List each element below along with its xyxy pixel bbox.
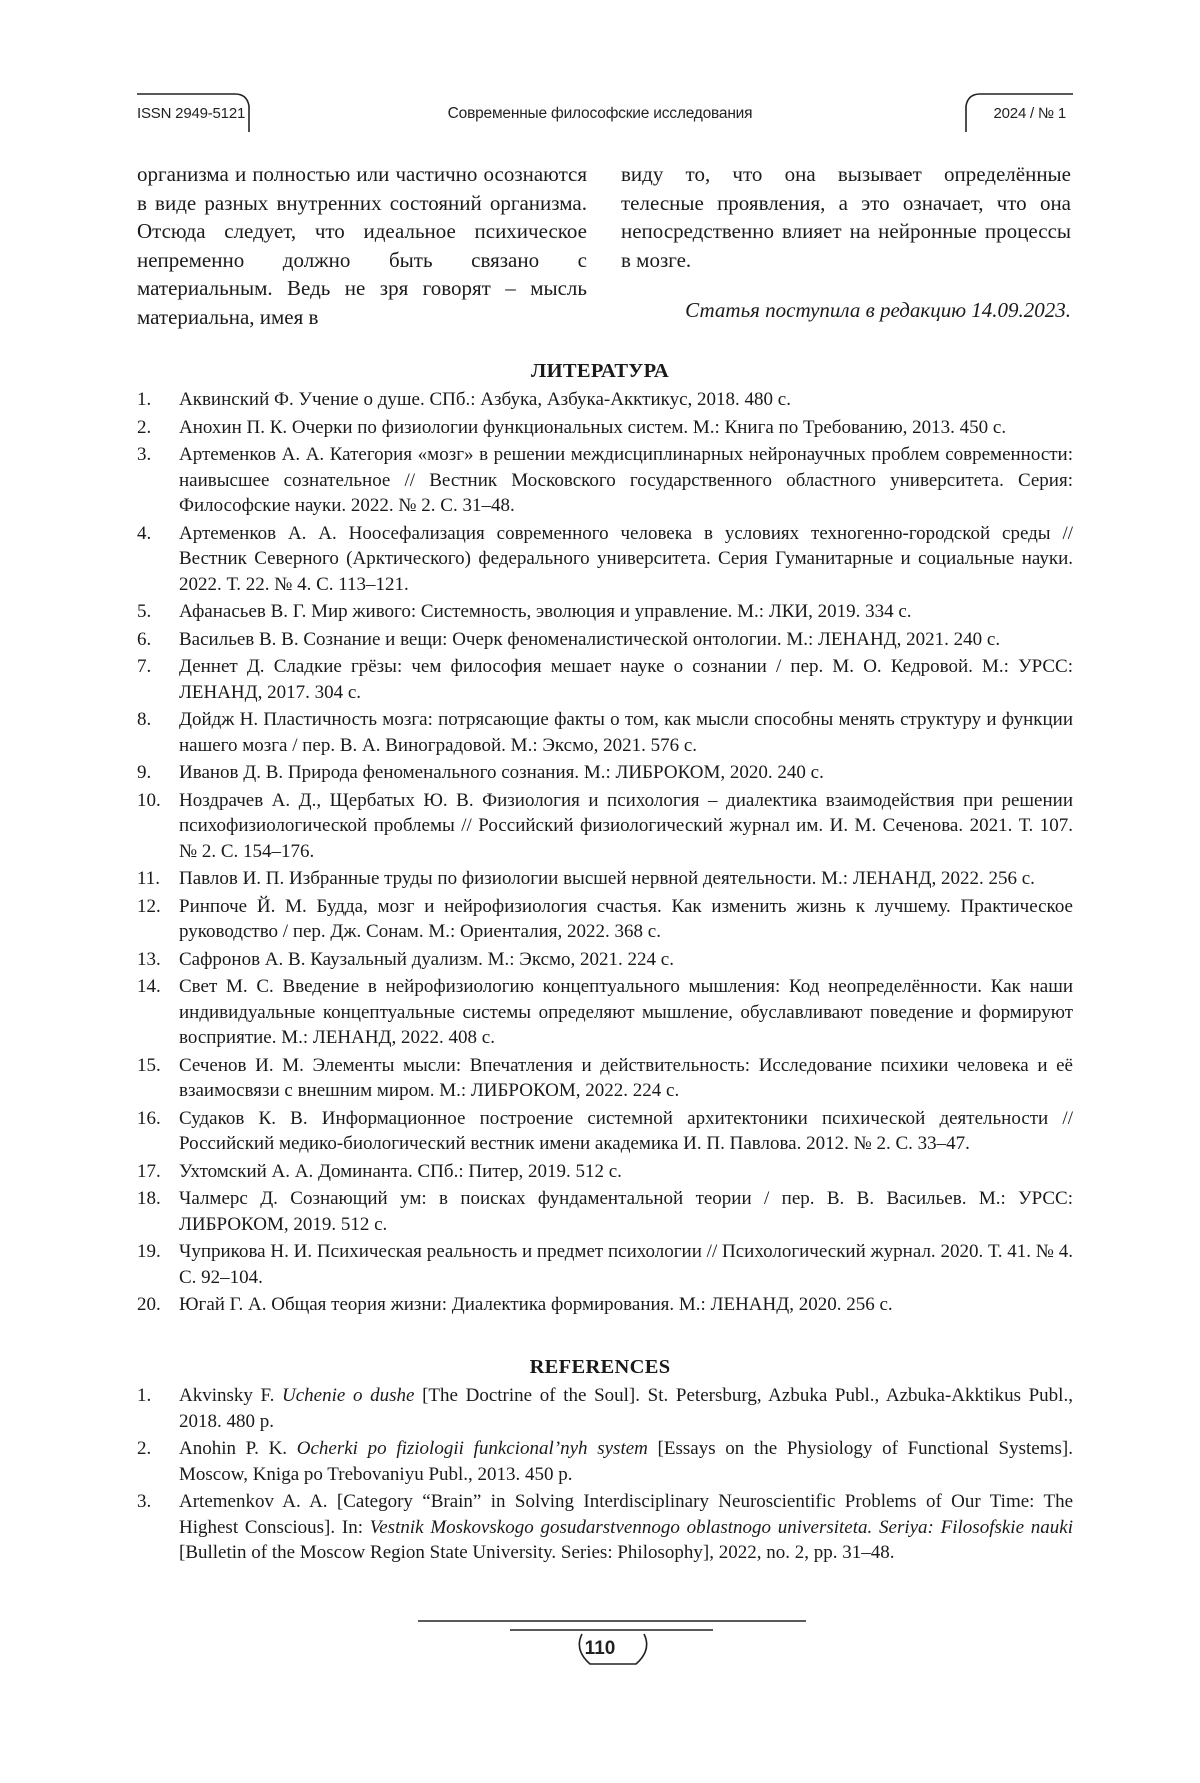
- bibliography-entry: [137, 599, 1073, 625]
- entry-number: 6.: [137, 628, 152, 650]
- entry-text: Артеменков А. А. Ноосефализация современного человека в условиях техногенно-городской среды // Вестник Северного (Арктического) федерального университета. Серия Гуманитарные и социальные науки. 2022. Т. 22. № 4. С. 113–121.: [179, 522, 1073, 595]
- entry-number: 19.: [137, 1241, 161, 1262]
- footer-ornament: [0, 1620, 1200, 1700]
- body-text: [137, 160, 1073, 336]
- entry-number: 4.: [137, 522, 152, 544]
- entry-number: 3.: [137, 444, 152, 465]
- body-column-right: [621, 160, 1071, 325]
- bibliography-entry: [137, 627, 1073, 653]
- bibliography-entry: [137, 974, 1073, 1051]
- bibliography-entry: [137, 1239, 1073, 1290]
- entry-number: 20.: [137, 1294, 161, 1315]
- entry-text: Чалмерс Д. Сознающий ум: в поисках фундаментальной теории / пер. В. В. Васильев. М.: УРСС: ЛИБРОКОМ, 2019. 512 с.: [179, 1188, 1073, 1235]
- entry-text: Югай Г. А. Общая теория жизни: Диалектика формирования. М.: ЛЕНАНД, 2020. 256 с.: [179, 1294, 893, 1315]
- entry-number: 16.: [137, 1107, 161, 1129]
- bibliography-entry: [137, 1053, 1073, 1104]
- bibliography-entry: [137, 947, 1073, 973]
- entry-text: Анохин П. К. Очерки по физиологии функциональных систем. М.: Книга по Требованию, 2013. 450 с.: [179, 416, 1007, 438]
- entry-text: Аквинский Ф. Учение о душе. СПб.: Азбука, Азбука-Акктикус, 2018. 480 с.: [179, 389, 791, 410]
- entry-text: Artemenkov A. A. [Category “Brain” in Solving Interdisciplinary Neuroscientific Problems of Our Time: The Highest Conscious]. In:: [179, 1491, 1073, 1538]
- paragraph: виду то, что она вызывает определённые телесные проявления, а это означает, что она непосредственно влияет на нейронные процессы в мозге.: [621, 162, 1071, 272]
- entry-italic-title: Vestnik Moskovskogo gosudarstvennogo oblastnogo universiteta. Seriya: Filosofskie nauki: [369, 1516, 1073, 1538]
- literature-heading: ЛИТЕРАТУРА: [531, 360, 669, 382]
- entry-text: Афанасьев В. Г. Мир живого: Системность, эволюция и управление. М.: ЛКИ, 2019. 334 с.: [179, 601, 912, 622]
- entry-number: 8.: [137, 709, 152, 730]
- bibliography-entry: [137, 1106, 1073, 1157]
- entry-number: 5.: [137, 601, 152, 622]
- entry-italic-title: Uchenie o dushe: [282, 1385, 415, 1406]
- entry-text: [Essays on the Physiology of Functional Systems]. Moscow, Kniga po Trebovaniyu Publ., 2013. 450 p.: [179, 1438, 1073, 1485]
- references-heading: REFERENCES: [529, 1356, 671, 1378]
- bibliography-entry: [137, 1186, 1073, 1237]
- journal-title: Современные философские исследования: [447, 105, 753, 122]
- bibliography-entry: [137, 521, 1073, 598]
- reference-entry: [137, 1436, 1073, 1487]
- entry-number: 1.: [137, 389, 152, 410]
- entry-text: Павлов И. П. Избранные труды по физиологии высшей нервной деятельности. М.: ЛЕНАНД, 2022. 256 с.: [179, 868, 1035, 889]
- entry-text: Чуприкова Н. И. Психическая реальность и предмет психологии // Психологический журнал. 2020. Т. 41. № 4. С. 92–104.: [179, 1241, 1073, 1288]
- entry-text: Ноздрачев А. Д., Щербатых Ю. В. Физиология и психология – диалектика взаимодействия при решении психофизиологической проблемы // Российский физиологический журнал им. И. М. Сеченова. 2021. Т. 107. № 2. С. 154–176.: [179, 789, 1073, 862]
- entry-number: 11.: [137, 868, 161, 889]
- paragraph: организма и полностью или частично осознаются в виде разных внутренних состояний организма. Отсюда следует, что идеальное психическое непременно должно быть связано с материальным. Ведь не зря говорят – мысль материальна, имея в: [137, 162, 587, 329]
- bibliography-entry: [137, 654, 1073, 705]
- bibliography-entry: [137, 894, 1073, 945]
- entry-text: Akvinsky F.: [179, 1385, 282, 1406]
- entry-italic-title: Ocherki po fiziologii funkcional’nyh system: [296, 1438, 648, 1459]
- entry-text: Anohin P. K.: [179, 1438, 297, 1459]
- running-header: [0, 0, 1200, 150]
- entry-number: 2.: [137, 1438, 152, 1459]
- issn: ISSN 2949-5121: [137, 105, 246, 122]
- entry-text: Судаков К. В. Информационное построение системной архитектоники психической деятельности // Российский медико-биологический вестник имени академика И. П. Павлова. 2012. № 2. С. 33–47.: [179, 1107, 1073, 1154]
- bibliography-entry: [137, 1292, 1073, 1318]
- references-list: [137, 1383, 1073, 1568]
- entry-text: Васильев В. В. Сознание и вещи: Очерк феноменалистической онтологии. М.: ЛЕНАНД, 2021. 240 с.: [179, 628, 1001, 650]
- bibliography-entry: [137, 707, 1073, 758]
- header-frame: [0, 0, 1200, 150]
- entry-text: Сеченов И. М. Элементы мысли: Впечатления и действительность: Исследование психики человека и её взаимосвязи с внешним миром. М.: ЛИБРОКОМ, 2022. 224 с.: [179, 1054, 1073, 1101]
- bibliography-entry: [137, 866, 1073, 892]
- entry-text: Дойдж Н. Пластичность мозга: потрясающие факты о том, как мысли способны менять структуру и функции нашего мозга / пер. В. А. Виноградовой. М.: Эксмо, 2021. 576 с.: [179, 709, 1073, 756]
- body-column-left: [137, 160, 587, 331]
- entry-number: 12.: [137, 895, 161, 917]
- page-number: 110: [584, 1638, 616, 1659]
- entry-number: 18.: [137, 1188, 161, 1209]
- entry-text: Сафронов А. В. Каузальный дуализм. М.: Эксмо, 2021. 224 с.: [179, 948, 674, 970]
- bibliography-entry: [137, 442, 1073, 519]
- entry-text: Артеменков А. А. Категория «мозг» в решении междисциплинарных нейронаучных проблем современности: наивысшее сознательное // Вестник Московского государственного областного университета. Серия: Философские науки. 2022. № 2. С. 31–48.: [179, 444, 1073, 516]
- bibliography-entry: [137, 415, 1073, 441]
- bibliography-entry: [137, 387, 1073, 413]
- entry-number: 13.: [137, 948, 161, 970]
- entry-number: 14.: [137, 976, 161, 997]
- entry-text: [Bulletin of the Moscow Region State University. Series: Philosophy], 2022, no. 2, pp. 31–48.: [179, 1542, 895, 1563]
- entry-text: [The Doctrine of the Soul]. St. Petersburg, Azbuka Publ., Azbuka-Akktikus Publ., 2018. 480 p.: [179, 1385, 1073, 1432]
- entry-text: Ухтомский А. А. Доминанта. СПб.: Питер, 2019. 512 с.: [179, 1160, 622, 1182]
- received-date-note: Статья поступила в редакцию 14.09.2023.: [685, 298, 1071, 322]
- bibliography-entry: [137, 1159, 1073, 1185]
- entry-number: 10.: [137, 789, 161, 811]
- entry-number: 17.: [137, 1160, 161, 1182]
- entry-text: Свет М. С. Введение в нейрофизиологию концептуального мышления: Код неопределённости. Как наши индивидуальные концептуальные системы определяют мышление, обуславливают поведение и формируют восприятие. М.: ЛЕНАНД, 2022. 408 с.: [179, 976, 1073, 1048]
- bibliography-entry: [137, 760, 1073, 786]
- entry-text: Иванов Д. В. Природа феноменального сознания. М.: ЛИБРОКОМ, 2020. 240 с.: [179, 762, 824, 783]
- entry-number: 9.: [137, 762, 152, 783]
- reference-entry: [137, 1489, 1073, 1566]
- entry-number: 3.: [137, 1491, 152, 1512]
- bibliography-entry: [137, 788, 1073, 865]
- entry-number: 15.: [137, 1054, 161, 1076]
- entry-text: Деннет Д. Сладкие грёзы: чем философия мешает науке о сознании / пер. М. О. Кедровой. М.: УРСС: ЛЕНАНД, 2017. 304 с.: [179, 656, 1073, 703]
- literature-list: [137, 387, 1073, 1320]
- entry-text: Ринпоче Й. М. Будда, мозг и нейрофизиология счастья. Как изменить жизнь к лучшему. Практическое руководство / пер. Дж. Сонам. М.: Ориенталия, 2022. 368 с.: [179, 895, 1073, 942]
- entry-number: 1.: [137, 1385, 152, 1406]
- issue-number: 2024 / № 1: [993, 105, 1066, 122]
- entry-number: 2.: [137, 416, 152, 438]
- page-footer: [0, 1620, 1200, 1700]
- entry-number: 7.: [137, 656, 152, 677]
- reference-entry: [137, 1383, 1073, 1434]
